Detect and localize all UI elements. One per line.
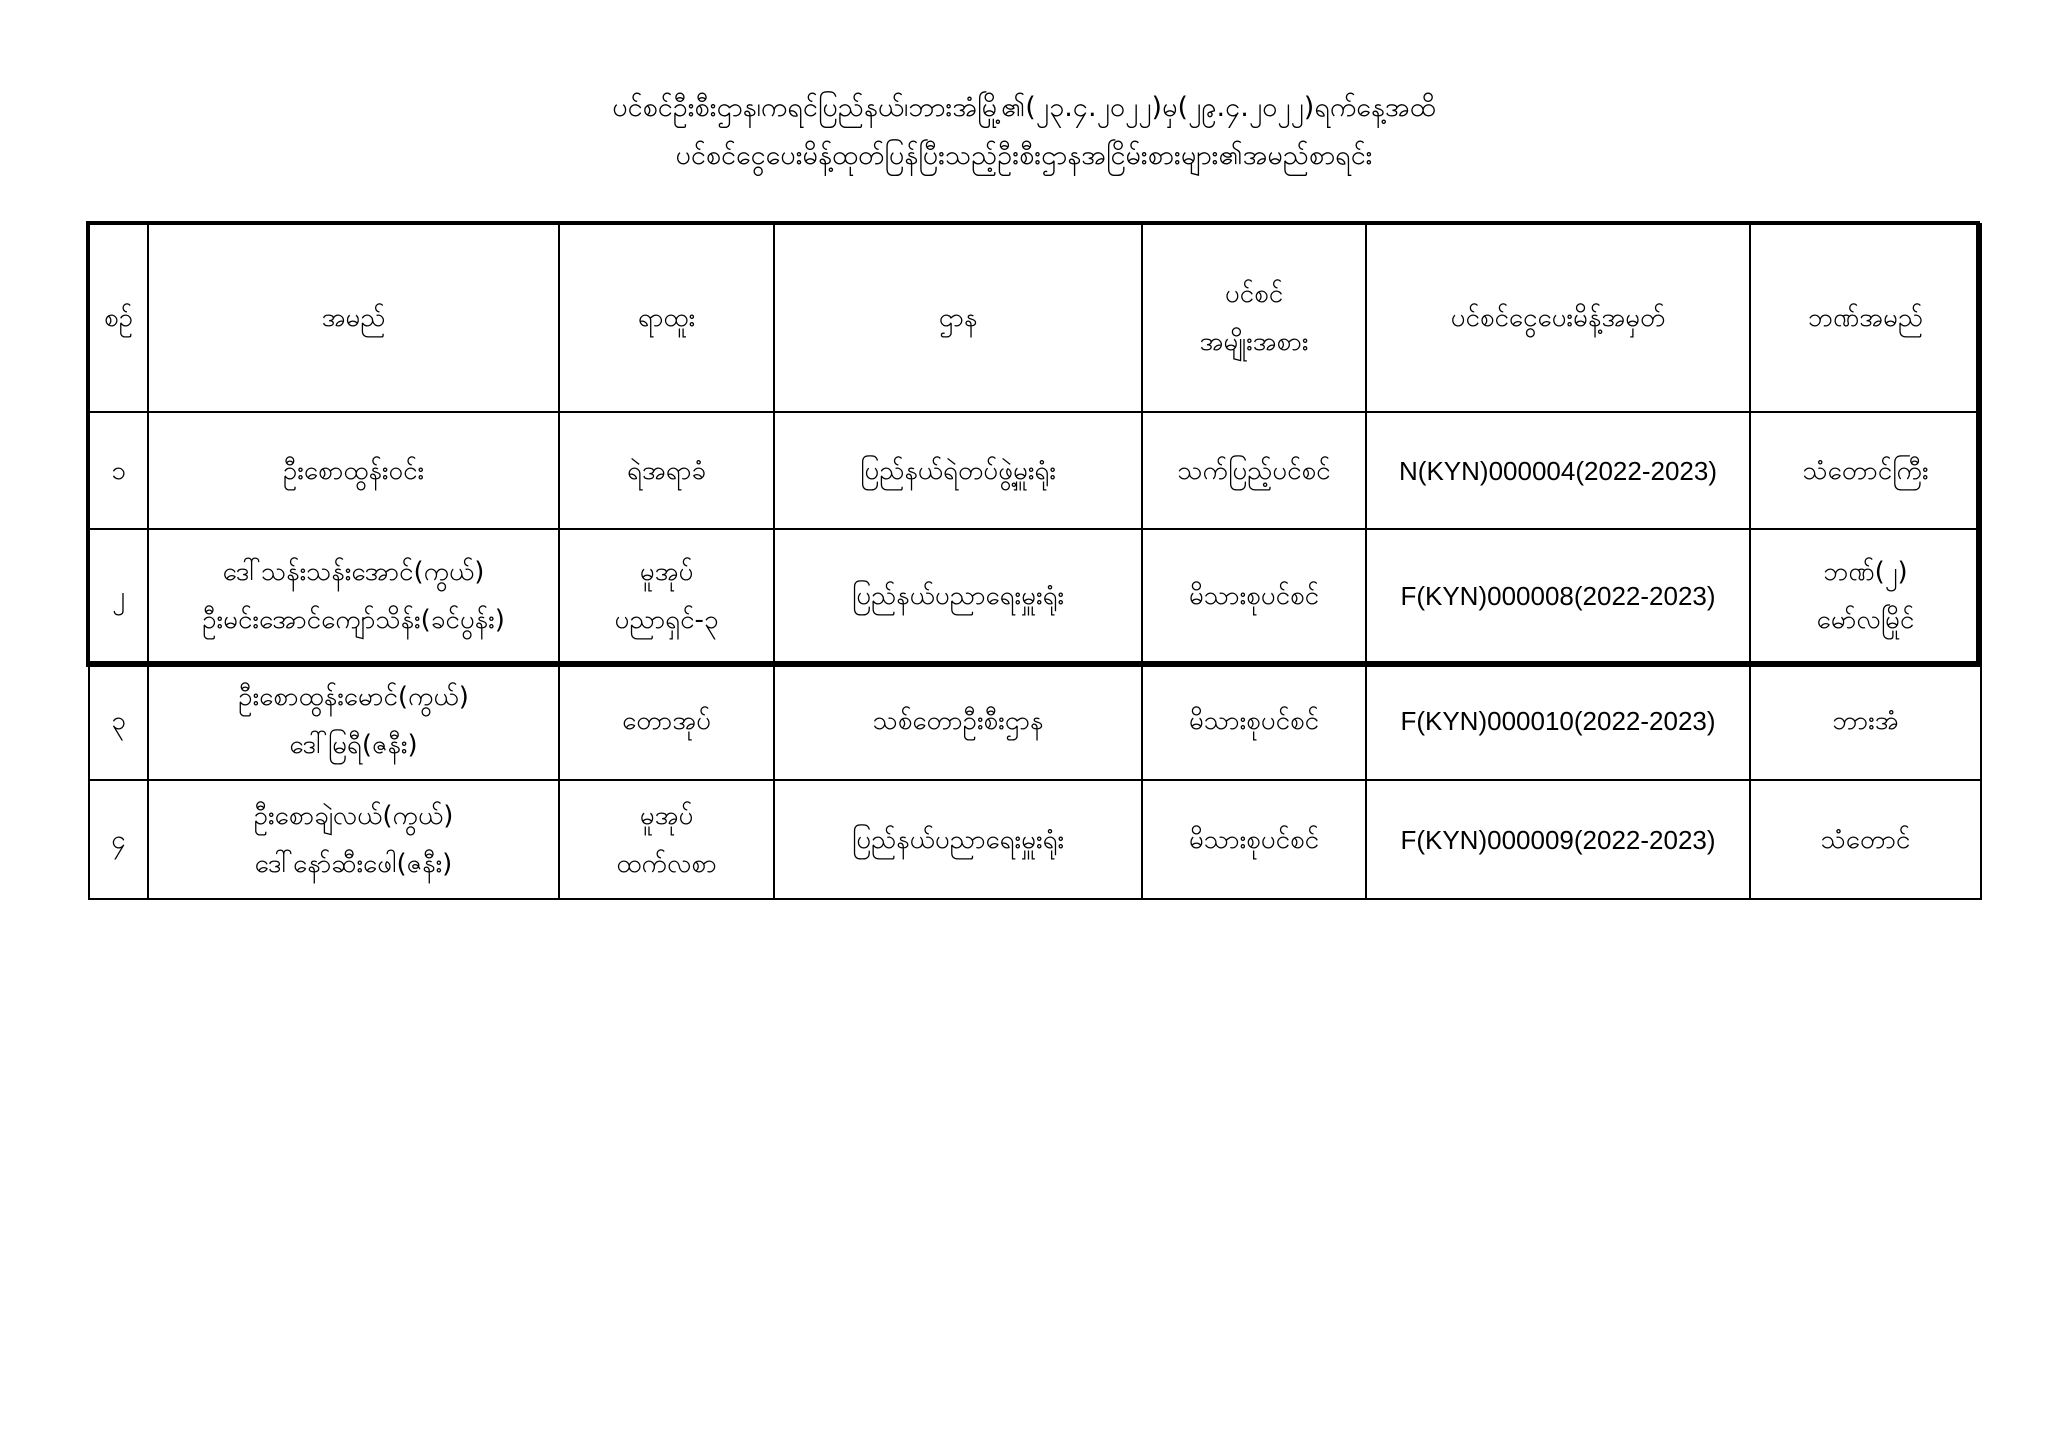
cell-name (148, 412, 559, 529)
cell-pension-type: မိသားစုပင်စင် (1142, 780, 1366, 899)
title-line-1: ပင်စင်ဦးစီးဌာန၊ကရင်ပြည်နယ်၊ဘားအံမြို့၏(၂၃.၄.၂၀၂၂)မှ(၂၉.၄.၂၀၂၂)ရက်နေ့အထိ (612, 92, 1436, 123)
cell-rank-line: တောအုပ် (622, 706, 711, 736)
cell-bank-line: သံတောင်ကြီး (1802, 455, 1929, 486)
header-rank: ရာထူး (559, 224, 774, 412)
cell-name (148, 780, 559, 899)
header-department: ဌာန (774, 224, 1142, 412)
cell-no: ၄ (89, 780, 148, 899)
cell-name-line: ဦးစောထွန်းဝင်း (282, 455, 425, 486)
table-header-row (89, 224, 1981, 412)
header-name: အမည် (148, 224, 559, 412)
cell-bank-line: သံတောင် (1820, 824, 1911, 855)
table-row (89, 780, 1981, 899)
cell-no: ၃ (89, 662, 148, 780)
cell-bank-line: မော်လမြိုင် (1816, 604, 1915, 635)
table-row (89, 662, 1981, 780)
header-bank: ဘဏ်အမည် (1750, 224, 1981, 412)
cell-department: ပြည်နယ်ပညာရေးမှူးရုံး (774, 780, 1142, 899)
cell-department: ပြည်နယ်ရဲတပ်ဖွဲ့မှူးရုံး (774, 412, 1142, 529)
cell-bank (1750, 412, 1981, 529)
cell-pension-type: မိသားစုပင်စင် (1142, 529, 1366, 662)
cell-pension-type: မိသားစုပင်စင် (1142, 662, 1366, 780)
cell-order-number: F(KYN)000009(2022-2023) (1366, 780, 1750, 899)
cell-rank (559, 662, 774, 780)
cell-no: ၁ (89, 412, 148, 529)
cell-bank-line: ဘဏ်(၂) (1823, 556, 1908, 587)
cell-rank-line: ရဲအရာခံ (626, 455, 707, 486)
cell-name-line: ဒေါ်မြရီ(ဇနီး) (289, 730, 418, 760)
pensioner-table (88, 223, 1982, 900)
header-pension-type-line-1: ပင်စင် (1224, 279, 1284, 309)
cell-order-number: F(KYN)000008(2022-2023) (1366, 529, 1750, 662)
cell-pension-type: သက်ပြည့်ပင်စင် (1142, 412, 1366, 529)
cell-name-line: ဒေါ်သန်းသန်းအောင်(ကွယ်) (222, 556, 485, 587)
cell-bank (1750, 662, 1981, 780)
cell-name (148, 529, 559, 662)
header-pension-type (1142, 224, 1366, 412)
cell-order-number: F(KYN)000010(2022-2023) (1366, 662, 1750, 780)
header-order-number: ပင်စင်ငွေပေးမိန့်အမှတ် (1366, 224, 1750, 412)
table-row (89, 412, 1981, 529)
header-pension-type-line-2: အမျိုးအစား (1199, 327, 1309, 357)
header-no: စဉ် (89, 224, 148, 412)
cell-rank (559, 412, 774, 529)
cell-rank-line: မူအုပ် (639, 800, 694, 831)
document-title (0, 84, 2048, 180)
cell-no: ၂ (89, 529, 148, 662)
cell-bank-line: ဘားအံ (1832, 706, 1899, 736)
cell-rank (559, 529, 774, 662)
cell-bank (1750, 529, 1981, 662)
cell-name-line: ဦးမင်းအောင်ကျော်သိန်း(ခင်ပွန်း) (202, 604, 505, 635)
cell-order-number: N(KYN)000004(2022-2023) (1366, 412, 1750, 529)
cell-rank-line: ထက်လစာ (616, 848, 717, 879)
cell-rank-line: ပညာရှင်-၃ (614, 604, 719, 635)
cell-bank (1750, 780, 1981, 899)
cell-rank (559, 780, 774, 899)
cell-name-line: ဒေါ်နော်ဆီးဖေါ(ဇနီး) (254, 848, 453, 879)
cell-department: ပြည်နယ်ပညာရေးမှူးရုံး (774, 529, 1142, 662)
cell-rank-line: မူအုပ် (639, 556, 694, 587)
cell-name-line: ဦးစောချဲလယ်(ကွယ်) (253, 800, 454, 831)
cell-department: သစ်တောဦးစီးဌာန (774, 662, 1142, 780)
table-row (89, 529, 1981, 662)
title-line-2: ပင်စင်ငွေပေးမိန့်ထုတ်ပြန်ပြီးသည့်ဦးစီးဌာနအငြိမ်းစားများ၏အမည်စာရင်း (675, 140, 1373, 171)
cell-name (148, 662, 559, 780)
cell-name-line: ဦးစောထွန်းမောင်(ကွယ်) (238, 682, 469, 712)
